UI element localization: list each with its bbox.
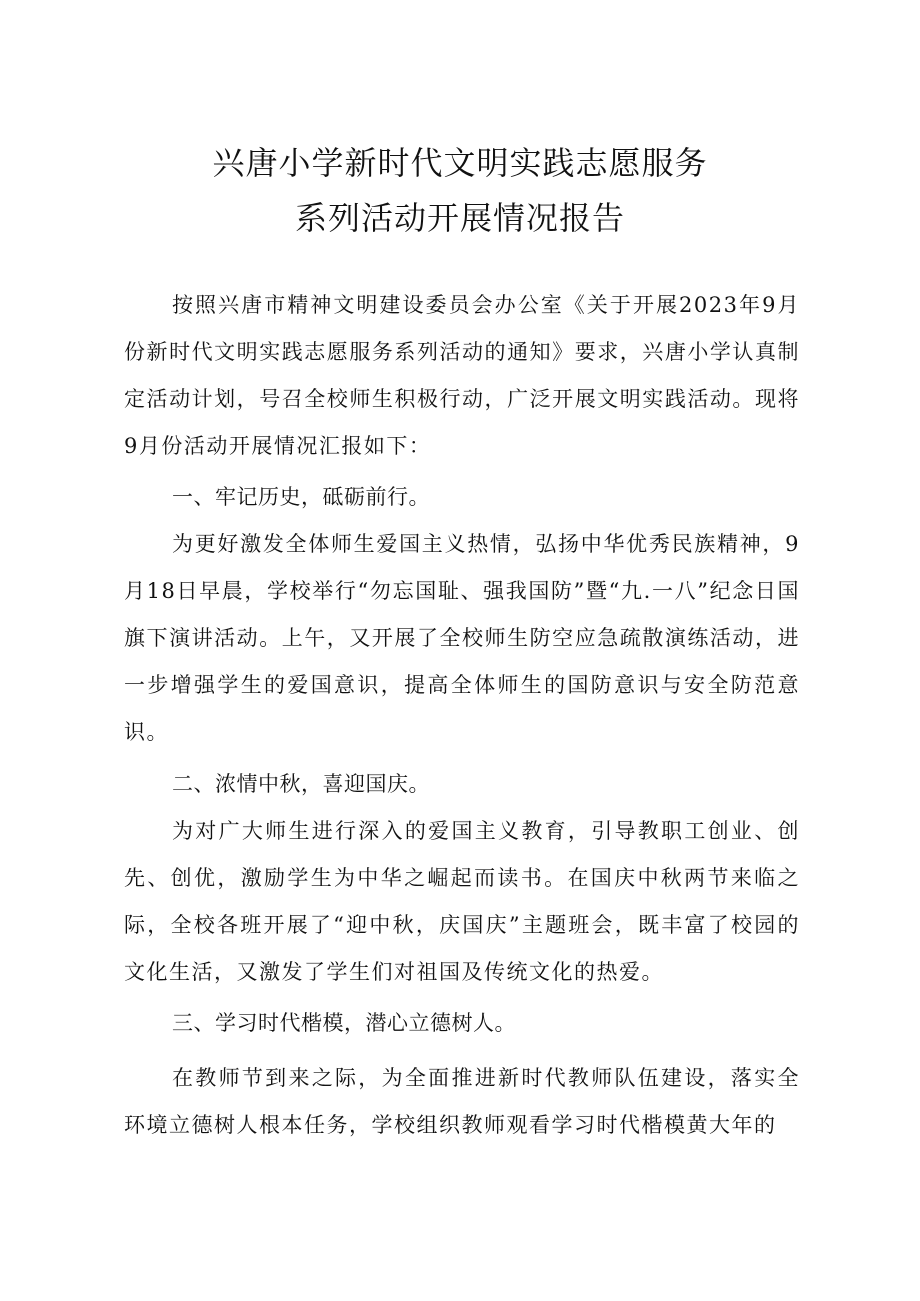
section-2-body: 为对广大师生进行深入的爱国主义教育，引导教职工创业、创先、创优，激励学生为中华之崛起而读书。在国庆中秋两节来临之际，全校各班开展了“迎中秋，庆国庆”主题班会，既丰富了校园的文化生活，又激发了学生们对祖国及传统文化的热爱。 [124,819,800,984]
section-2-heading: 二、浓情中秋，喜迎国庆。 [172,772,430,796]
section-3-heading: 三、学习时代楷模，潜心立德树人。 [172,1011,516,1035]
document-title-line-1: 兴唐小学新时代文明实践志愿服务 [212,144,708,182]
section-1-body: 为更好激发全体师生爱国主义热情，弘扬中华优秀民族精神，9月18日早晨，学校举行“勿忘国耻、强我国防”暨“九.一八”纪念日国旗下演讲活动。上午，又开展了全校师生防空应急疏散演练活动，进一步增强学生的爱国意识，提高全体师生的国防意识与安全防范意识。 [124,532,800,744]
document-title-line-2: 系列活动开展情况报告 [294,199,625,237]
section-3-body: 在教师节到来之际，为全面推进新时代教师队伍建设，落实全环境立德树人根本任务，学校组织教师观看学习时代楷模黄大年的 [124,1066,800,1137]
intro-paragraph: 按照兴唐市精神文明建设委员会办公室《关于开展2023年9月份新时代文明实践志愿服务系列活动的通知》要求，兴唐小学认真制定活动计划，号召全校师生积极行动，广泛开展文明实践活动。现将9月份活动开展情况汇报如下： [124,293,800,458]
section-1-heading: 一、牢记历史，砥砺前行。 [172,485,430,509]
